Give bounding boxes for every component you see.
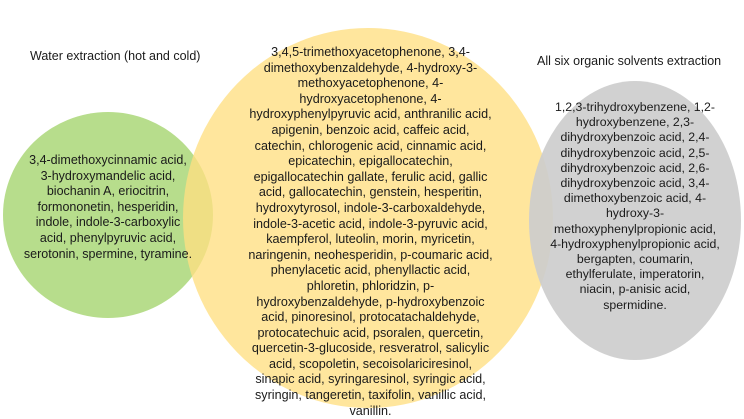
water-extraction-label: Water extraction (hot and cold)	[30, 49, 201, 63]
water-extraction-compounds: 3,4-dimethoxycinnamic acid, 3-hydroxymandelic acid, biochanin A, eriocitrin, formononetin, hesperidin, indole, indole-3-carboxylic acid, phenylpyruvic acid, serotonin, spermine, tyramine.	[23, 153, 193, 261]
organic-solvents-label: All six organic solvents extraction	[537, 54, 722, 68]
organic-solvents-compounds: 1,2,3-trihydroxybenzene, 1,2-hydroxybenzene, 2,3-dihydroxybenzoic acid, 2,4-dihydroxybenzoic acid, 2,5-dihydroxybenzoic acid, 2,6-dihydroxybenzoic acid, 3,4-dimethoxybenzoic acid, 4-hydroxy-3-methoxyphenylpropionic acid, 4-hydroxyphenylpropionic acid, bergapten, coumarin, ethylferulate, imperatorin, niacin, p-anisic acid, spermidine.	[550, 100, 720, 312]
common-compounds-list: 3,4,5-trimethoxyacetophenone, 3,4-dimethoxybenzaldehyde, 4-hydroxy-3-methoxyacetophenone, 4-hydroxyacetophenone, 4-hydroxyphenylpyruvic acid, anthranilic acid, apigenin, benzoic acid, caffeic acid, catechin, chlorogenic acid, cinnamic acid, epicatechin, epigallocatechin, epigallocatechin gallate, ferulic acid, gallic acid, gallocatechin, genstein, hesperitin, hydroxytyrosol, indole-3-carboxaldehyde, indole-3-acetic acid, indole-3-pyruvic acid, kaempferol, luteolin, morin, myricetin, naringenin, neohesperidin, p-coumaric acid, phenylacetic acid, phenyllactic acid, phloretin, phloridzin, p-hydroxybenzaldehyde, p-hydroxybenzoic acid, pinoresinol, protocatachaldehyde, protocatechuic acid, psoralen, quercetin, quercetin-3-glucoside, resveratrol, salicylic acid, scopoletin, secoisolariciresinol, sinapic acid, syringaresinol, syringic acid, syringin, tangeretin, taxifolin, vanillic acid, vanillin.	[248, 45, 493, 418]
